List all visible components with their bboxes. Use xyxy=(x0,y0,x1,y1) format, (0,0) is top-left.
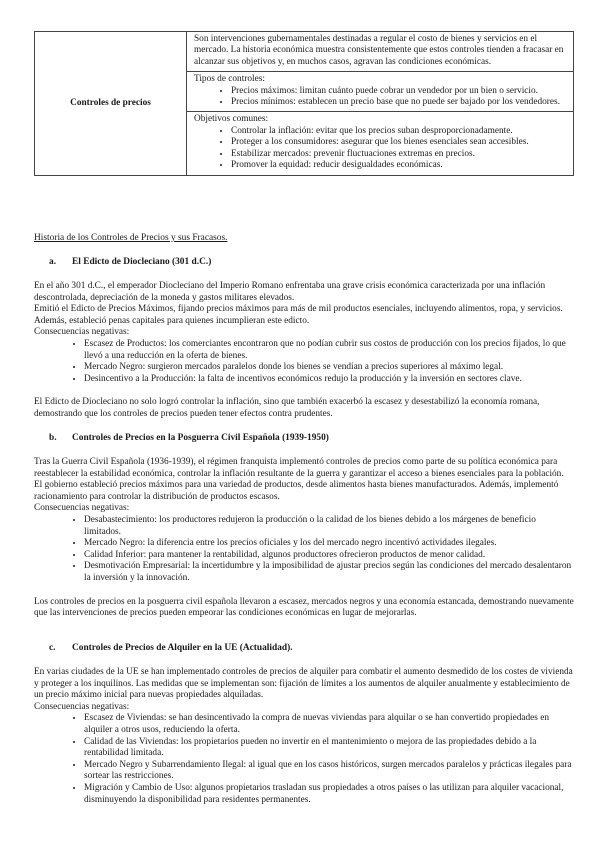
section-c xyxy=(34,642,574,806)
row-heading: Controles de precios xyxy=(35,32,187,176)
section-heading xyxy=(34,642,574,654)
types-cell xyxy=(187,72,574,112)
list-item: • Mercado Negro y Subarrendamiento Ilegal: al igual que en los casos históricos, surgen mercados paralelos y prácticas ilegales para sortear las restricciones. xyxy=(84,760,574,783)
list-item: • Mercado Negro: surgieron mercados paralelos donde los bienes se vendían a precios superiores al máximo legal. xyxy=(84,362,574,374)
list-item: • Desincentivo a la Producción: la falta de incentivos económicos redujo la producción y la inversión en sectores clave. xyxy=(84,374,574,386)
list-item: • Precios máximos: limitan cuánto puede cobrar un vendedor por un bien o servicio. xyxy=(231,86,567,97)
objectives-list xyxy=(194,126,567,172)
section-title: El Edicto de Diocleciano (301 d.C.) xyxy=(72,257,212,267)
paragraph: Tras la Guerra Civil Española (1936-1939), el régimen franquista implementó controles de precios como parte de su política económica para reestablecer la estabilidad económica, controlar la inflación resultante de la guerra y garantizar el acceso a bienes esenciales para la población. xyxy=(34,457,564,479)
section-title: Controles de Precios en la Posguerra Civil Española (1939-1950) xyxy=(72,433,329,443)
consequences-label: Consecuencias negativas: xyxy=(34,503,130,514)
objectives-cell xyxy=(187,112,574,176)
list-item: • Desabastecimiento: los productores redujeron la producción o la calidad de los bienes debido a los márgenes de beneficio limitados. xyxy=(84,515,574,538)
list-item: • Estabilizar mercados: prevenir fluctuaciones extremas en precios. xyxy=(231,149,567,160)
section-marker: a. xyxy=(49,257,57,267)
paragraph: Emitió el Edicto de Precios Máximos, fijando precios máximos para más de mil productos esenciales, incluyendo alimentos, ropa, y servicios. Además, estableció penas capitales para quienes incumplieran este edicto. xyxy=(34,304,563,326)
definition-cell xyxy=(187,32,574,72)
section-title: Controles de Precios de Alquiler en la UE (Actualidad). xyxy=(72,643,293,653)
conclusion: Los controles de precios en la posguerra civil española llevaron a escasez, mercados negros y una economía estancada, demostrando nuevamente que las intervenciones de precios pueden empeorar las condiciones económicas en lugar de mejorarlas. xyxy=(34,596,574,619)
conclusion: El Edicto de Diocleciano no solo logró controlar la inflación, sino que también exacerbó la escasez y desestabilizó la economía romana, demostrando que los controles de precios pueden tener efectos contra prudentes. xyxy=(34,397,540,419)
consequences-list xyxy=(34,339,574,385)
list-item: • Escasez de Productos: los comerciantes encontraron que no podían cubrir sus costos de producción con los precios fijados, lo que llevó a una reducción en la oferta de bienes. xyxy=(84,339,574,362)
list-item: • Calidad Inferior: para mantener la rentabilidad, algunos productores ofrecieron productos de menor calidad. xyxy=(84,550,574,562)
definition-text: Son intervenciones gubernamentales destinadas a regular el costo de bienes y servicios en el mercado. La historia económica muestra consistentemente que estos controles tienden a fracasar en alcanzar sus objetivos y, en muchos casos, agravan las condiciones económicas. xyxy=(194,34,564,67)
list-item: • Precios mínimos: establecen un precio base que no puede ser bajado por los vendedores. xyxy=(231,97,567,108)
objectives-label: Objetivos comunes: xyxy=(194,114,269,125)
section-heading xyxy=(34,256,574,268)
paragraph: En varias ciudades de la UE se han implementado controles de precios de alquiler para combatir el aumento desmedido de los costes de vivienda y proteger a los inquilinos. Las medidas que se implementan son: fijación de límites a los aumentos de alquiler anualmente y establecimiento de un precio máximo inicial para nuevas propiedades alquiladas. xyxy=(34,667,573,701)
list-item: • Promover la equidad: reducir desigualdades económicas. xyxy=(231,160,567,171)
price-controls-table xyxy=(34,31,574,176)
types-label: Tipos de controles: xyxy=(194,74,265,85)
section-marker: c. xyxy=(49,643,56,653)
list-item: • Controlar la inflación: evitar que los precios suban desproporcionadamente. xyxy=(231,126,567,137)
consequences-label: Consecuencias negativas: xyxy=(34,327,130,338)
section-marker: b. xyxy=(49,433,57,443)
section-b xyxy=(34,432,574,620)
section-a xyxy=(34,256,574,421)
consequences-list xyxy=(34,713,574,806)
list-item: • Mercado Negro: la diferencia entre los precios oficiales y los del mercado negro incentivó actividades ilegales. xyxy=(84,538,574,550)
history-title: Historia de los Controles de Precios y sus Fracasos. xyxy=(34,233,228,243)
list-item: • Calidad de las Viviendas: los propietarios pueden no invertir en el mantenimiento o mejora de las propiedades debido a la rentabilidad limitada. xyxy=(84,737,574,760)
types-list xyxy=(194,86,567,109)
list-item: • Escasez de Viviendas: se han desincentivado la compra de nuevas viviendas para alquilar o se han convertido propiedades en alquiler a otros usos, reduciendo la oferta. xyxy=(84,713,574,736)
consequences-list xyxy=(34,515,574,585)
paragraph: En el año 301 d.C., el emperador Diocleciano del Imperio Romano enfrentaba una grave crisis económica caracterizada por una inflación descontrolada, depreciación de la moneda y gastos militares elevados. xyxy=(34,281,546,303)
list-item: • Desmotivación Empresarial: la incertidumbre y la imposibilidad de ajustar precios según las condiciones del mercado desalentaron la inversión y la innovación. xyxy=(84,561,574,584)
consequences-label: Consecuencias negativas: xyxy=(34,701,130,712)
list-item: • Proteger a los consumidores: asegurar que los bienes esenciales sean accesibles. xyxy=(231,137,567,148)
paragraph: El gobierno estableció precios máximos para una variedad de productos, desde alimentos hasta bienes manufacturados. Además, implementó racionamiento para controlar la distribución de productos escasos. xyxy=(34,480,559,502)
section-heading xyxy=(34,432,574,444)
list-item: • Migración y Cambio de Uso: algunos propietarios trasladan sus propiedades a otros países o las utilizan para alquiler vacacional, disminuyendo la disponibilidad para residentes permanentes. xyxy=(84,783,574,806)
